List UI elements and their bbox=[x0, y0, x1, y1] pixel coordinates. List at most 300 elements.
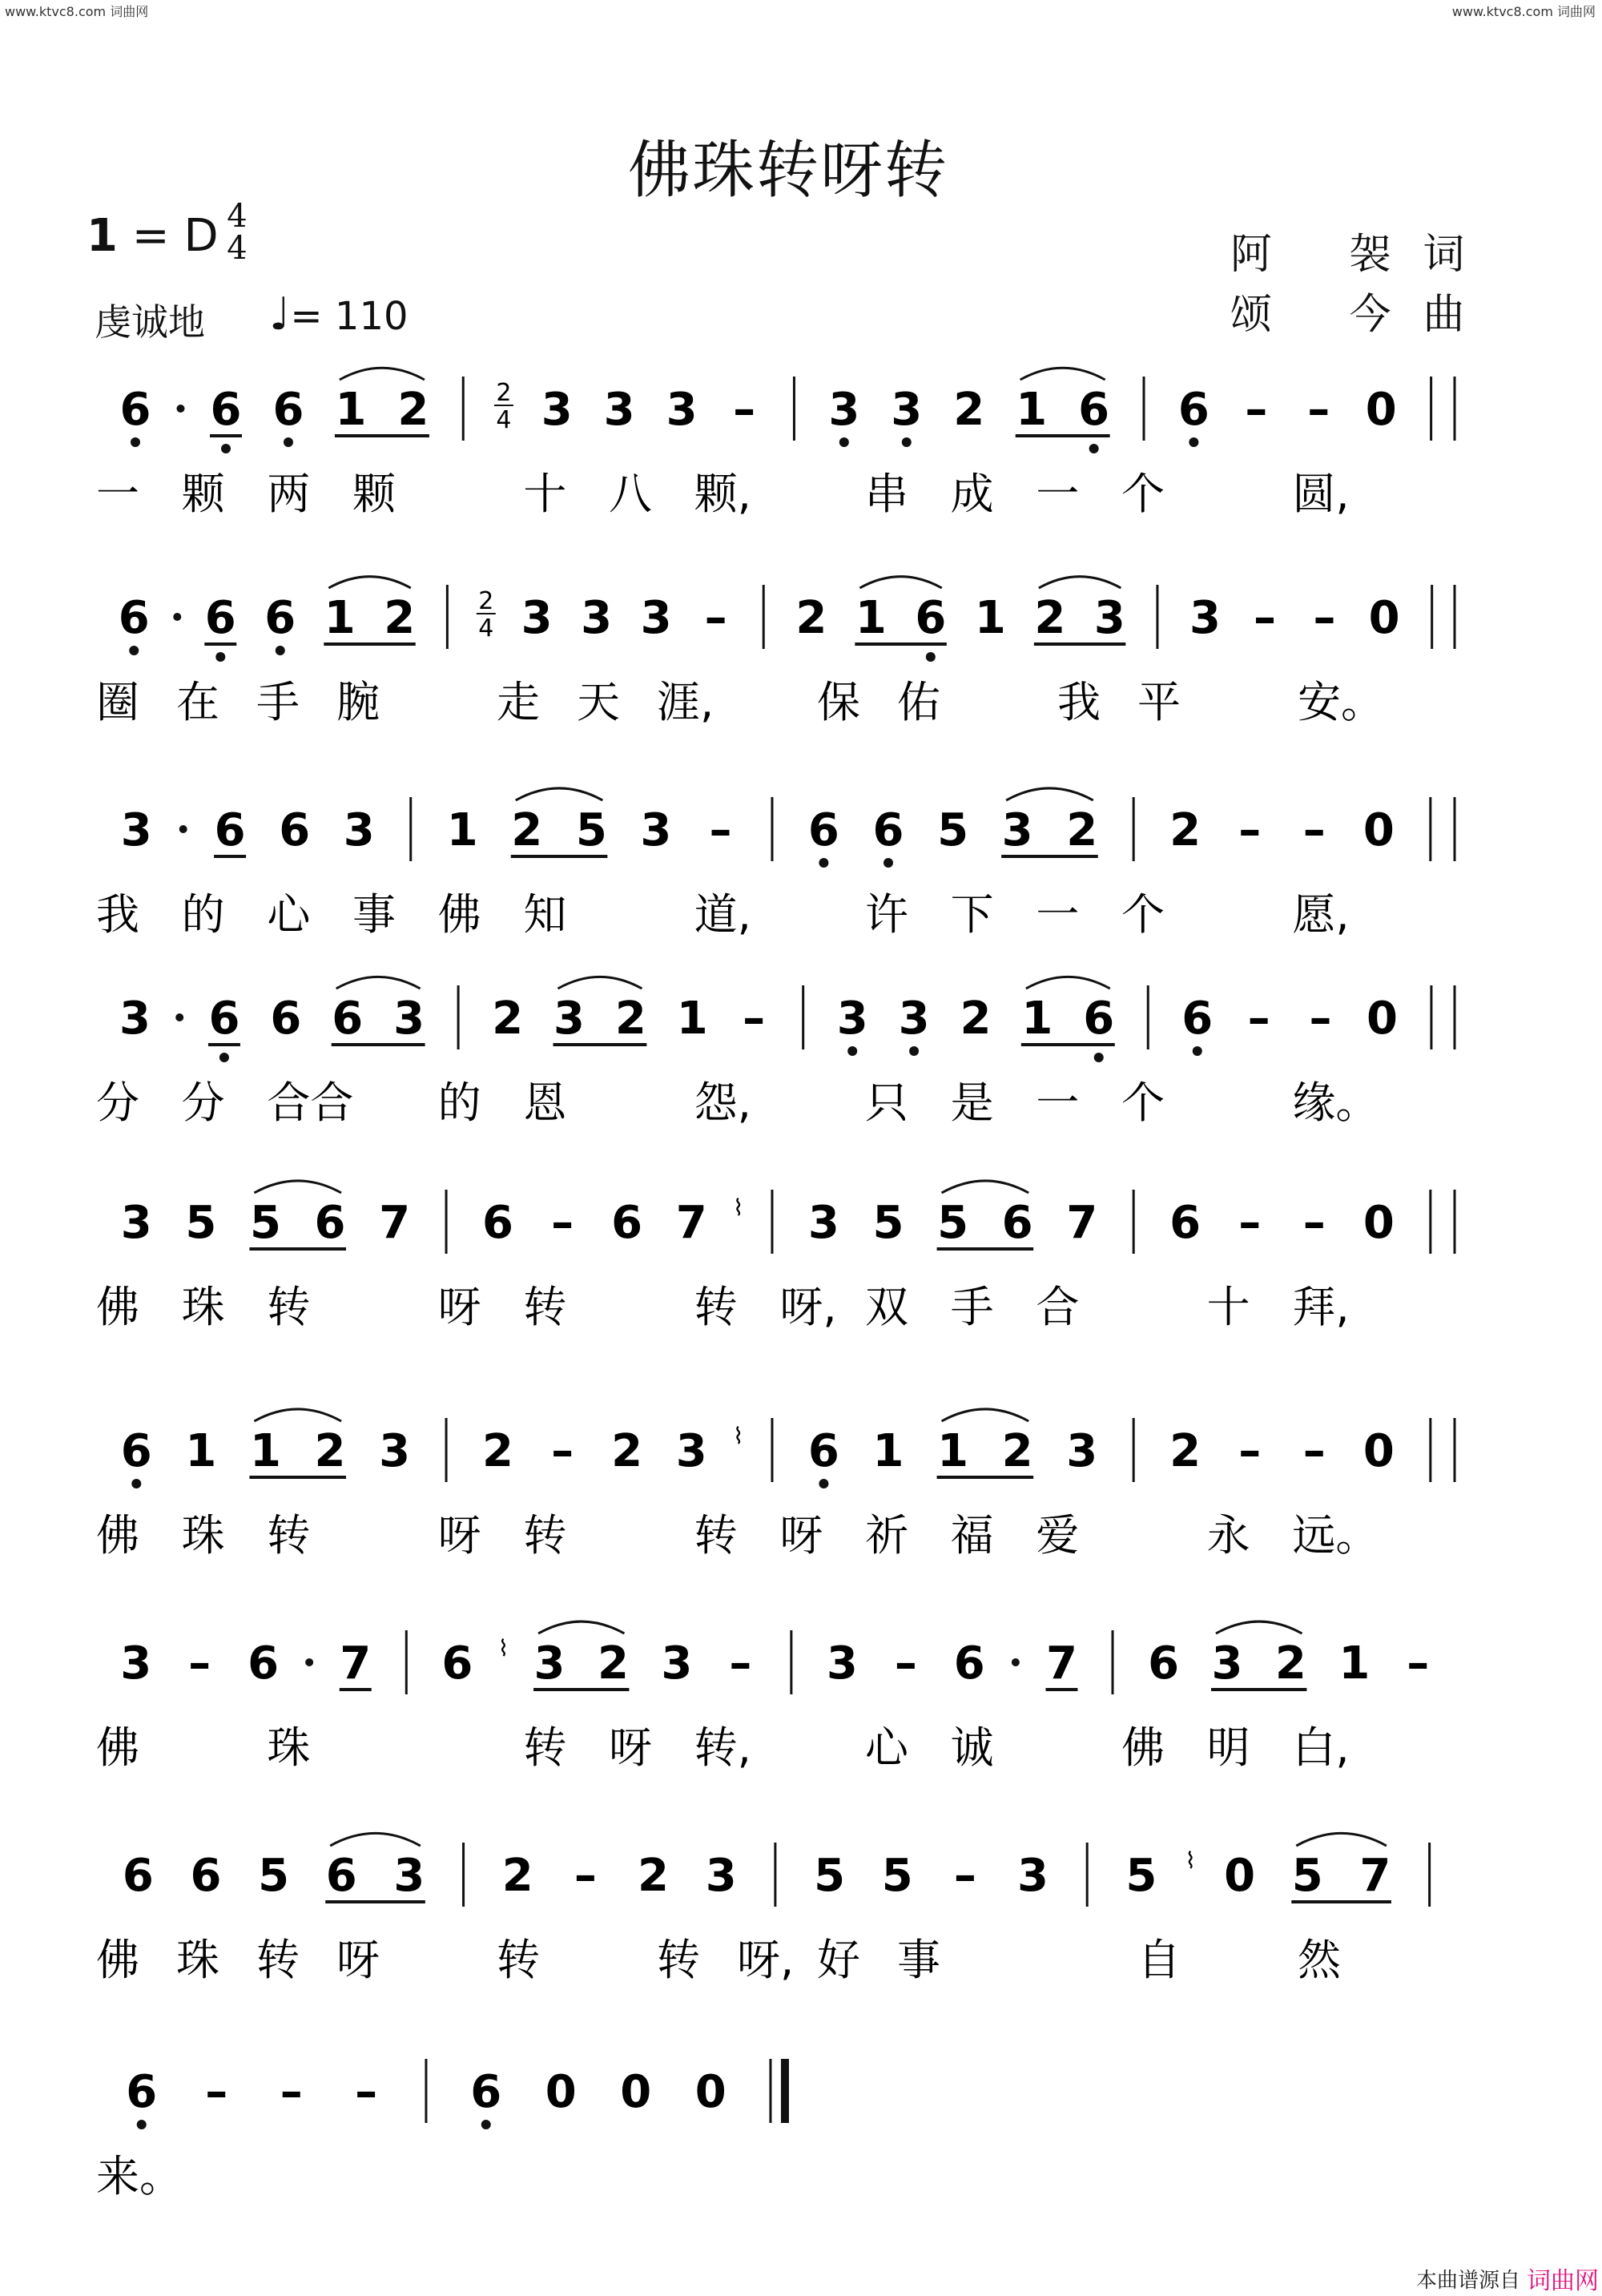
augmentation-dot bbox=[179, 825, 187, 833]
note: 6 bbox=[214, 804, 246, 856]
note: 2 bbox=[1169, 804, 1202, 856]
note: 2 bbox=[795, 592, 827, 644]
lyric-char: 转 bbox=[657, 1935, 700, 1985]
low-octave-dot bbox=[219, 1053, 229, 1062]
low-octave-dot bbox=[884, 858, 893, 868]
note: 6 bbox=[332, 993, 364, 1045]
lyric-char: 平 bbox=[1137, 677, 1181, 727]
lyric-char: 佛 bbox=[1121, 1722, 1165, 1773]
site-url-left: www.ktvc8.com 词曲网 bbox=[5, 4, 149, 19]
note: 5 bbox=[249, 1197, 281, 1249]
note: 0 bbox=[620, 2066, 652, 2118]
score-line bbox=[96, 2059, 785, 2201]
note: 0 bbox=[1366, 993, 1398, 1045]
note: 6 bbox=[314, 1197, 346, 1249]
dash-note: – bbox=[1238, 804, 1262, 856]
lyric-char: 保 bbox=[817, 677, 860, 727]
score-line bbox=[96, 1181, 1431, 1332]
lyric-char: 拜, bbox=[1292, 1282, 1350, 1332]
low-octave-dot bbox=[221, 444, 231, 453]
low-octave-dot bbox=[1094, 1053, 1104, 1062]
lyric-char: 转 bbox=[267, 1282, 311, 1332]
note: 6 bbox=[482, 1197, 513, 1249]
note: 3 bbox=[1066, 1425, 1098, 1477]
lyric-char: 呀 bbox=[437, 1282, 481, 1332]
lyric-char: 十 bbox=[523, 469, 567, 519]
note: 5 bbox=[937, 1197, 969, 1249]
low-octave-dot bbox=[129, 646, 139, 655]
note: 2 bbox=[1001, 1425, 1033, 1477]
lyric-char: 我 bbox=[1057, 677, 1101, 727]
note: 2 bbox=[1066, 804, 1098, 856]
dash-note: – bbox=[953, 1850, 976, 1902]
low-octave-dot bbox=[926, 652, 936, 662]
note: 6 bbox=[807, 804, 839, 856]
slur-arc bbox=[516, 788, 603, 800]
note: 2 bbox=[511, 804, 543, 856]
note: 3 bbox=[119, 993, 151, 1045]
lyric-char: 转 bbox=[523, 1510, 567, 1561]
lyric-char: 个 bbox=[1121, 889, 1165, 940]
lyric-char: 分 bbox=[96, 1078, 139, 1128]
meter-change-bottom: 4 bbox=[478, 614, 494, 642]
lyric-char: 好 bbox=[817, 1935, 860, 1985]
dash-note: – bbox=[1254, 592, 1277, 644]
note: 5 bbox=[937, 804, 969, 856]
note: 6 bbox=[611, 1197, 643, 1249]
score-line bbox=[96, 977, 1431, 1128]
note: 6 bbox=[204, 592, 236, 644]
dash-note: – bbox=[1238, 1425, 1262, 1477]
lyric-char: 心 bbox=[267, 889, 311, 940]
lyric-char: 分 bbox=[181, 1078, 225, 1128]
dash-note: – bbox=[1302, 1197, 1326, 1249]
note: 5 bbox=[1125, 1850, 1157, 1902]
note: 6 bbox=[120, 1425, 152, 1477]
note: 6 bbox=[1001, 1197, 1033, 1249]
composer-credit: 颂 今曲 bbox=[1230, 291, 1497, 339]
score-line bbox=[96, 1621, 1429, 1773]
slur-arc bbox=[328, 577, 411, 588]
meter-change-bottom: 4 bbox=[496, 406, 512, 434]
lyric-char: 十 bbox=[1206, 1282, 1250, 1332]
note: 6 bbox=[122, 1850, 154, 1902]
low-octave-dot bbox=[1089, 444, 1099, 453]
note: 6 bbox=[190, 1850, 222, 1902]
note: 3 bbox=[581, 592, 613, 644]
lyric-char: 串 bbox=[865, 469, 908, 519]
low-octave-dot bbox=[481, 2120, 491, 2129]
lyric-char: 珠 bbox=[181, 1510, 225, 1561]
lyric-char: 圆, bbox=[1292, 469, 1350, 519]
footer-source-label: 本曲谱源自 bbox=[1416, 2269, 1521, 2293]
time-signature-bottom: 4 bbox=[227, 230, 248, 267]
low-octave-dot bbox=[909, 1046, 919, 1056]
note: 0 bbox=[1363, 1197, 1395, 1249]
lyric-char: 转 bbox=[523, 1282, 567, 1332]
slur-arc bbox=[1039, 577, 1121, 588]
site-url-right: www.ktvc8.com 词曲网 bbox=[1451, 4, 1596, 19]
note: 6 bbox=[953, 1637, 985, 1690]
low-octave-dot bbox=[819, 1479, 828, 1488]
note: 1 bbox=[1021, 993, 1053, 1045]
note: 6 bbox=[119, 384, 151, 436]
lyric-char: 圈 bbox=[96, 677, 139, 727]
note: 2 bbox=[492, 993, 524, 1045]
dash-note: – bbox=[355, 2066, 378, 2118]
dash-note: – bbox=[1245, 384, 1268, 436]
lyric-char: 珠 bbox=[181, 1282, 225, 1332]
lyric-char: 两 bbox=[267, 469, 311, 519]
lyric-char: 八 bbox=[609, 469, 652, 519]
lyric-char: 珠 bbox=[176, 1935, 219, 1985]
score-line bbox=[96, 368, 1431, 519]
lyric-char: 呀, bbox=[737, 1935, 795, 1985]
note: 0 bbox=[545, 2066, 577, 2118]
note: 5 bbox=[1291, 1850, 1323, 1902]
note: 3 bbox=[393, 993, 425, 1045]
breath-mark: ⌇ bbox=[1185, 1847, 1197, 1874]
low-octave-dot bbox=[215, 652, 225, 662]
quarter-note-icon: ♩ bbox=[269, 288, 291, 340]
note: 2 bbox=[953, 384, 985, 436]
slur-arc bbox=[340, 368, 425, 380]
lyric-char: 走 bbox=[497, 677, 540, 727]
note: 5 bbox=[258, 1850, 290, 1902]
note: 5 bbox=[881, 1850, 913, 1902]
dash-note: – bbox=[1238, 1197, 1262, 1249]
lyric-char: 双 bbox=[865, 1282, 908, 1332]
lyric-char: 永 bbox=[1206, 1510, 1250, 1561]
lyric-char: 诚 bbox=[950, 1722, 994, 1773]
lyric-char: 在 bbox=[176, 677, 219, 727]
lyric-char: 的 bbox=[437, 1078, 481, 1128]
note: 0 bbox=[1363, 804, 1395, 856]
lyric-char: 颗 bbox=[181, 469, 225, 519]
note: 6 bbox=[248, 1637, 280, 1690]
footer-brand: 词曲网 bbox=[1527, 2267, 1599, 2295]
augmentation-dot bbox=[175, 1013, 183, 1021]
note: 3 bbox=[1017, 1850, 1049, 1902]
lyric-char: 佛 bbox=[96, 1282, 139, 1332]
note: 3 bbox=[666, 384, 698, 436]
note: 3 bbox=[1001, 804, 1033, 856]
breath-mark: ⌇ bbox=[497, 1635, 509, 1662]
note: 0 bbox=[1365, 384, 1397, 436]
lyric-char: 是 bbox=[950, 1078, 994, 1128]
note: 2 bbox=[384, 592, 416, 644]
dash-note: – bbox=[704, 592, 727, 644]
lyric-char: 恩 bbox=[523, 1078, 567, 1128]
note: 6 bbox=[208, 993, 240, 1045]
lyric-char: 珠 bbox=[267, 1722, 311, 1773]
slur-arc bbox=[254, 1409, 341, 1421]
lyric-char: 转 bbox=[523, 1722, 567, 1773]
lyric-char: 转 bbox=[497, 1935, 540, 1985]
note: 6 bbox=[915, 592, 947, 644]
lyric-char: 自 bbox=[1137, 1935, 1181, 1985]
low-octave-dot bbox=[1193, 1046, 1202, 1056]
dash-note: – bbox=[1309, 993, 1332, 1045]
song-title: 佛珠转呀转 bbox=[627, 135, 948, 207]
note: 3 bbox=[120, 1197, 152, 1249]
lyric-char: 成 bbox=[950, 469, 994, 519]
dash-note: – bbox=[1302, 804, 1326, 856]
note: 2 bbox=[614, 993, 646, 1045]
breath-mark: ⌇ bbox=[732, 1423, 744, 1449]
note: 3 bbox=[379, 1425, 411, 1477]
lyric-char: 我 bbox=[96, 889, 139, 940]
note: 2 bbox=[1274, 1637, 1306, 1690]
score-line bbox=[96, 577, 1432, 727]
note: 3 bbox=[1189, 592, 1222, 644]
note: 6 bbox=[118, 592, 150, 644]
lyric-char: 腕 bbox=[336, 677, 380, 727]
note: 1 bbox=[974, 592, 1006, 644]
note: 3 bbox=[120, 1637, 152, 1690]
dash-note: – bbox=[733, 384, 756, 436]
note: 7 bbox=[1066, 1197, 1098, 1249]
lyric-char: 心 bbox=[865, 1722, 908, 1773]
lyric-char: 呀, bbox=[779, 1282, 837, 1332]
low-octave-dot bbox=[131, 437, 140, 447]
augmentation-dot bbox=[305, 1658, 313, 1666]
tempo-value: = 110 bbox=[290, 294, 409, 339]
slur-arc bbox=[1006, 788, 1093, 800]
slur-arc bbox=[1216, 1621, 1302, 1633]
slur-arc bbox=[942, 1409, 1029, 1421]
low-octave-dot bbox=[276, 646, 285, 655]
note: 0 bbox=[1363, 1425, 1395, 1477]
dash-note: – bbox=[1307, 384, 1330, 436]
note: 3 bbox=[807, 1197, 839, 1249]
low-octave-dot bbox=[839, 437, 849, 447]
dash-note: – bbox=[1302, 1425, 1326, 1477]
lyric-char: 下 bbox=[950, 889, 994, 940]
note: 6 bbox=[807, 1425, 839, 1477]
note: 6 bbox=[1169, 1197, 1202, 1249]
lyric-char: 一 bbox=[96, 469, 139, 519]
expression-marking: 虔诚地 bbox=[95, 300, 205, 344]
slur-arc bbox=[859, 577, 942, 588]
dash-note: – bbox=[1407, 1637, 1430, 1690]
note: 0 bbox=[1224, 1850, 1256, 1902]
lyric-char: 佑 bbox=[897, 677, 940, 727]
low-octave-dot bbox=[847, 1046, 857, 1056]
lyric-char: 手 bbox=[950, 1282, 994, 1332]
note: 3 bbox=[826, 1637, 858, 1690]
note: 6 bbox=[1177, 384, 1210, 436]
note: 1 bbox=[249, 1425, 281, 1477]
lyric-char: 合 bbox=[1036, 1282, 1080, 1332]
lyric-char: 呀 bbox=[437, 1510, 481, 1561]
note: 3 bbox=[553, 993, 585, 1045]
lyric-char: 个 bbox=[1121, 1078, 1165, 1128]
note: 3 bbox=[541, 384, 573, 436]
dash-note: – bbox=[729, 1637, 752, 1690]
time-signature-top: 4 bbox=[227, 198, 248, 235]
note: 1 bbox=[335, 384, 367, 436]
note: 1 bbox=[1016, 384, 1048, 436]
note: 6 bbox=[325, 1850, 357, 1902]
lyric-char: 道, bbox=[694, 889, 751, 940]
dash-note: – bbox=[551, 1425, 574, 1477]
note: 6 bbox=[270, 993, 302, 1045]
lyric-char: 合合 bbox=[267, 1078, 354, 1128]
note: 5 bbox=[185, 1197, 217, 1249]
lyric-char: 爱 bbox=[1036, 1510, 1080, 1561]
note: 6 bbox=[441, 1637, 473, 1690]
note: 1 bbox=[1338, 1637, 1371, 1690]
lyric-char: 佛 bbox=[96, 1935, 139, 1985]
lyric-char: 天 bbox=[577, 677, 620, 727]
lyric-char: 颗, bbox=[694, 469, 751, 519]
key-value: = D bbox=[131, 210, 219, 262]
note: 2 bbox=[611, 1425, 643, 1477]
lyric-char: 怨, bbox=[694, 1078, 751, 1128]
dash-note: – bbox=[894, 1637, 917, 1690]
note: 7 bbox=[340, 1637, 372, 1690]
lyric-char: 呀 bbox=[609, 1722, 652, 1773]
note: 1 bbox=[872, 1425, 904, 1477]
note: 6 bbox=[210, 384, 242, 436]
lyric-char: 一 bbox=[1036, 889, 1080, 940]
slur-arc bbox=[558, 977, 642, 989]
lyric-char: 涯, bbox=[657, 677, 714, 727]
note: 3 bbox=[898, 993, 930, 1045]
lyric-char: 祈 bbox=[865, 1510, 908, 1561]
dash-note: – bbox=[188, 1637, 211, 1690]
note: 5 bbox=[814, 1850, 846, 1902]
note: 1 bbox=[676, 993, 708, 1045]
note: 1 bbox=[937, 1425, 969, 1477]
note: 2 bbox=[597, 1637, 629, 1690]
lyric-char: 手 bbox=[256, 677, 300, 727]
note: 6 bbox=[1083, 993, 1115, 1045]
lyric-char: 个 bbox=[1121, 469, 1165, 519]
note: 3 bbox=[1211, 1637, 1243, 1690]
augmentation-dot bbox=[1012, 1658, 1020, 1666]
lyric-char: 白, bbox=[1292, 1722, 1350, 1773]
breath-mark: ⌇ bbox=[732, 1194, 744, 1221]
note: 3 bbox=[640, 804, 672, 856]
note: 2 bbox=[314, 1425, 346, 1477]
low-octave-dot bbox=[284, 437, 293, 447]
note: 3 bbox=[640, 592, 672, 644]
note: 3 bbox=[343, 804, 375, 856]
slur-arc bbox=[942, 1181, 1029, 1193]
low-octave-dot bbox=[902, 437, 912, 447]
lyric-char: 事 bbox=[352, 889, 396, 940]
meter-change-top: 2 bbox=[496, 379, 512, 407]
low-octave-dot bbox=[1189, 437, 1198, 447]
lyric-char: 福 bbox=[950, 1510, 994, 1561]
score-line bbox=[96, 788, 1431, 940]
lyric-char: 转 bbox=[267, 1510, 311, 1561]
lyric-char: 呀 bbox=[336, 1935, 380, 1985]
low-octave-dot bbox=[137, 2120, 147, 2129]
note: 1 bbox=[185, 1425, 217, 1477]
note: 2 bbox=[638, 1850, 670, 1902]
lyric-char: 一 bbox=[1036, 1078, 1080, 1128]
note: 3 bbox=[533, 1637, 566, 1690]
note: 3 bbox=[836, 993, 868, 1045]
dash-note: – bbox=[280, 2066, 303, 2118]
note: 2 bbox=[960, 993, 992, 1045]
lyric-char: 的 bbox=[181, 889, 225, 940]
lyric-char: 然 bbox=[1298, 1935, 1341, 1985]
note: 6 bbox=[272, 384, 304, 436]
augmentation-dot bbox=[173, 613, 181, 621]
note: 2 bbox=[501, 1850, 533, 1902]
dash-note: – bbox=[1247, 993, 1270, 1045]
note: 6 bbox=[470, 2066, 502, 2118]
lyric-char: 事 bbox=[897, 1935, 940, 1985]
lyric-char: 一 bbox=[1036, 469, 1080, 519]
note: 7 bbox=[379, 1197, 411, 1249]
note: 3 bbox=[661, 1637, 693, 1690]
note: 1 bbox=[855, 592, 887, 644]
lyric-char: 安。 bbox=[1298, 677, 1384, 727]
slur-arc bbox=[1026, 977, 1110, 989]
lyric-char: 来。 bbox=[96, 2151, 183, 2201]
note: 6 bbox=[126, 2066, 158, 2118]
note: 6 bbox=[1148, 1637, 1180, 1690]
key-tonic: 1 bbox=[87, 210, 118, 262]
note: 7 bbox=[1045, 1637, 1077, 1690]
lyric-char: 佛 bbox=[96, 1722, 139, 1773]
note: 7 bbox=[675, 1197, 707, 1249]
slur-arc bbox=[538, 1621, 624, 1633]
low-octave-dot bbox=[131, 1479, 141, 1488]
note: 3 bbox=[891, 384, 923, 436]
lyric-char: 远。 bbox=[1292, 1510, 1379, 1561]
lyric-char: 愿, bbox=[1292, 889, 1350, 940]
note: 1 bbox=[324, 592, 356, 644]
dash-note: – bbox=[743, 993, 766, 1045]
slur-arc bbox=[1296, 1833, 1387, 1846]
note: 3 bbox=[393, 1850, 425, 1902]
note: 3 bbox=[120, 804, 152, 856]
note: 6 bbox=[1181, 993, 1214, 1045]
lyric-char: 缘。 bbox=[1292, 1078, 1379, 1128]
note: 6 bbox=[279, 804, 311, 856]
note: 5 bbox=[575, 804, 607, 856]
score-line bbox=[96, 1409, 1431, 1561]
score-line bbox=[96, 1833, 1430, 1985]
lyric-char: 颗 bbox=[352, 469, 396, 519]
lyric-char: 知 bbox=[523, 889, 567, 940]
lyric-char: 转 bbox=[256, 1935, 300, 1985]
note: 6 bbox=[264, 592, 296, 644]
note: 1 bbox=[446, 804, 478, 856]
lyric-char: 转, bbox=[694, 1722, 751, 1773]
note: 0 bbox=[694, 2066, 727, 2118]
note: 2 bbox=[1169, 1425, 1202, 1477]
note: 2 bbox=[482, 1425, 513, 1477]
meter-change-top: 2 bbox=[478, 587, 494, 615]
note: 2 bbox=[397, 384, 429, 436]
note: 6 bbox=[1078, 384, 1110, 436]
note: 7 bbox=[1359, 1850, 1391, 1902]
dash-note: – bbox=[1313, 592, 1336, 644]
note: 3 bbox=[705, 1850, 737, 1902]
slur-arc bbox=[330, 1833, 421, 1846]
note: 0 bbox=[1368, 592, 1400, 644]
note: 3 bbox=[1093, 592, 1125, 644]
low-octave-dot bbox=[819, 858, 828, 868]
slur-arc bbox=[1020, 368, 1105, 380]
